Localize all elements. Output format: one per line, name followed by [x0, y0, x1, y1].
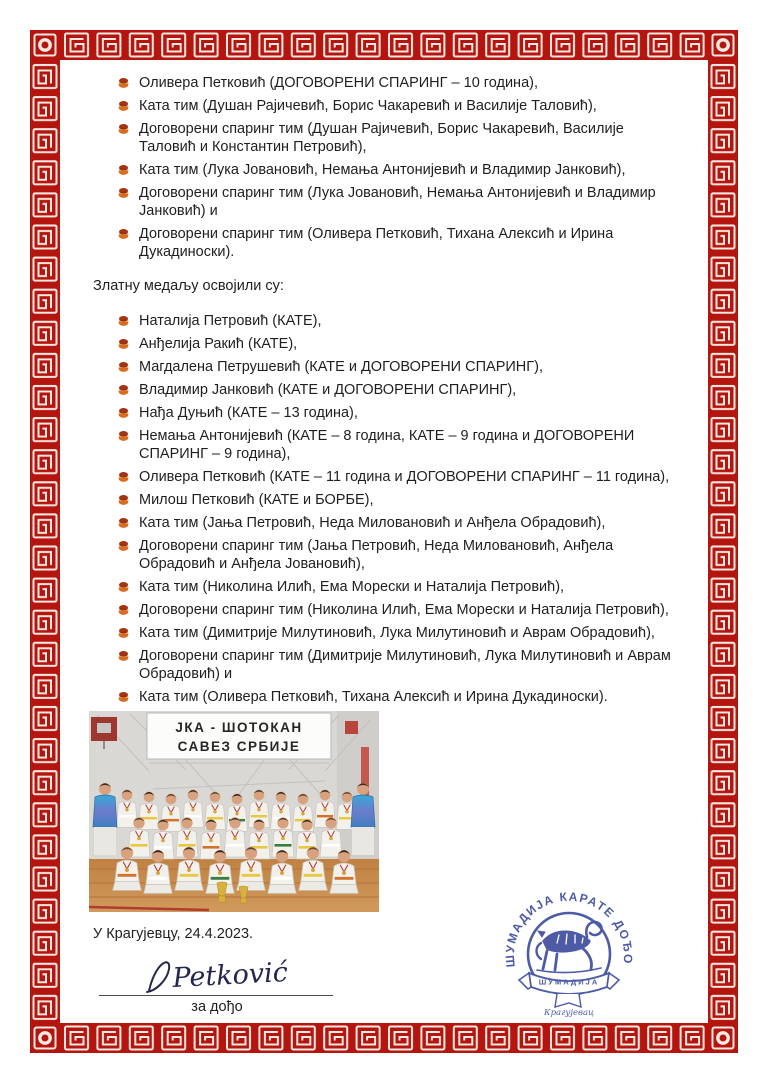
list-item-text: Нађа Дуњић (КАТЕ – 13 година),: [139, 405, 358, 421]
list-item: [118, 688, 679, 706]
signature-flourish: [147, 962, 169, 992]
medal-bullet-icon: [118, 384, 129, 396]
medal-bullet-icon: [118, 228, 129, 240]
medal-bullet-icon: [118, 77, 129, 89]
list-item-text: Милош Петковић (КАТЕ и БОРБЕ),: [139, 492, 374, 508]
medal-bullet-icon: [118, 540, 129, 552]
list-item: [118, 578, 679, 596]
club-stamp: [497, 877, 641, 1021]
stamp-city-text: Крагујевац: [544, 1008, 594, 1018]
list-item: [118, 120, 679, 156]
list-item: [118, 647, 679, 683]
list-item: [118, 74, 679, 92]
signature-caption: за дођо: [191, 999, 243, 1015]
list-item-text: Оливера Петковић (КАТЕ – 11 година и ДОГОВОРЕНИ СПАРИНГ – 11 година),: [139, 469, 670, 485]
stamp-ribbon: [519, 973, 619, 1007]
medal-bullet-icon: [118, 430, 129, 442]
svg-text:ШУМАДИЈА КАРАТЕ ДОЂО: [503, 890, 636, 968]
list-item: [118, 312, 679, 330]
list-item-text: Ката тим (Лука Јовановић, Немања Антонијевић и Владимир Јанковић),: [139, 162, 626, 178]
list-item: [118, 225, 679, 261]
list-item-text: Договорени спаринг тим (Јања Петровић, Неда Миловановић, Анђела Обрадовић и Анђела Јовановић),: [139, 538, 614, 572]
list-item: [118, 97, 679, 115]
banner-line-1: ЈКА - ШОТОКАН: [175, 720, 303, 735]
medal-bullet-icon: [118, 604, 129, 616]
list-item: [118, 514, 679, 532]
date-line: У Крагујевцу, 24.4.2023.: [93, 926, 254, 942]
stamp-arc-text: ШУМАДИЈА КАРАТЕ ДОЂО: [502, 889, 636, 968]
list-item-text: Ката тим (Димитрије Милутиновић, Лука Милутиновић и Аврам Обрадовић),: [139, 625, 655, 641]
medal-bullet-icon: [118, 517, 129, 529]
list-item-text: Наталија Петровић (КАТЕ),: [139, 313, 322, 329]
list-item: [118, 404, 679, 422]
list-item-text: Договорени спаринг тим (Оливера Петковић, Тихана Алексић и Ирина Дукадиноски).: [139, 226, 614, 260]
medal-bullet-icon: [118, 627, 129, 639]
signature-name: Petković: [171, 956, 289, 994]
medal-bullet-icon: [118, 494, 129, 506]
medal-bullet-icon: [118, 407, 129, 419]
team-photo: [89, 711, 379, 912]
list-item-text: Ката тим (Душан Рајичевић, Борис Чакаревић и Василије Таловић),: [139, 98, 597, 114]
tiger-emblem: [537, 922, 602, 973]
list-item: [118, 335, 679, 353]
medal-bullet-icon: [118, 581, 129, 593]
list-item: [118, 624, 679, 642]
list-item-text: Оливера Петковић (ДОГОВОРЕНИ СПАРИНГ – 10 година),: [139, 75, 538, 91]
list-item-text: Договорени спаринг тим (Лука Јовановић, Немања Антонијевић и Владимир Јанковић) и: [139, 185, 656, 219]
banner-line-2: САВЕЗ СРБИЈЕ: [177, 739, 301, 754]
list-item-text: Ката тим (Оливера Петковић, Тихана Алексић и Ирина Дукадиноски).: [139, 689, 608, 705]
medal-bullet-icon: [118, 187, 129, 199]
list-item-text: Ката тим (Николина Илић, Ема Морески и Наталија Петровић),: [139, 579, 565, 595]
list-item: [118, 381, 679, 399]
list-item-text: Договорени спаринг тим (Душан Рајичевић, Борис Чакаревић, Василије Таловић и Константин Петровић),: [139, 121, 624, 155]
list-item-text: Владимир Јанковић (КАТЕ и ДОГОВОРЕНИ СПАРИНГ),: [139, 382, 517, 398]
signature-block: [97, 949, 337, 1015]
list-item: [118, 601, 679, 619]
medal-bullet-icon: [118, 100, 129, 112]
medal-bullet-icon: [118, 338, 129, 350]
gold-medal-heading: Златну медаљу освојили су:: [93, 278, 284, 294]
signature: [97, 949, 337, 1001]
medal-bullet-icon: [118, 123, 129, 135]
medal-bullet-icon: [118, 650, 129, 662]
medal-bullet-icon: [118, 471, 129, 483]
list-item-text: Анђелија Ракић (КАТЕ),: [139, 336, 298, 352]
wall-sign: [345, 721, 358, 734]
medal-bullet-icon: [118, 361, 129, 373]
list-item-text: Договорени спаринг тим (Димитрије Милутиновић, Лука Милутиновић и Аврам Обрадовић) и: [139, 648, 671, 682]
list-item: [118, 427, 679, 463]
list-item: [118, 358, 679, 376]
photo-banner: [147, 713, 331, 759]
list-item-text: Немања Антонијевић (КАТЕ – 8 година, КАТЕ – 9 година и ДОГОВОРЕНИ СПАРИНГ – 9 година),: [139, 428, 635, 462]
medal-list-1: [93, 74, 679, 261]
medal-bullet-icon: [118, 315, 129, 327]
list-item-text: Ката тим (Јања Петровић, Неда Миловановић и Анђела Обрадовић),: [139, 515, 606, 531]
medal-bullet-icon: [118, 691, 129, 703]
list-item: [118, 468, 679, 486]
stamp-ribbon-text: ШУМАДИЈА: [538, 977, 600, 987]
list-item: [118, 184, 679, 220]
list-item: [118, 161, 679, 179]
list-item-text: Договорени спаринг тим (Николина Илић, Ема Морески и Наталија Петровић),: [139, 602, 669, 618]
list-item: [118, 537, 679, 573]
medal-bullet-icon: [118, 164, 129, 176]
medal-list-2: [93, 312, 679, 706]
list-item: [118, 491, 679, 509]
list-item-text: Магдалена Петрушевић (КАТЕ и ДОГОВОРЕНИ СПАРИНГ),: [139, 359, 543, 375]
